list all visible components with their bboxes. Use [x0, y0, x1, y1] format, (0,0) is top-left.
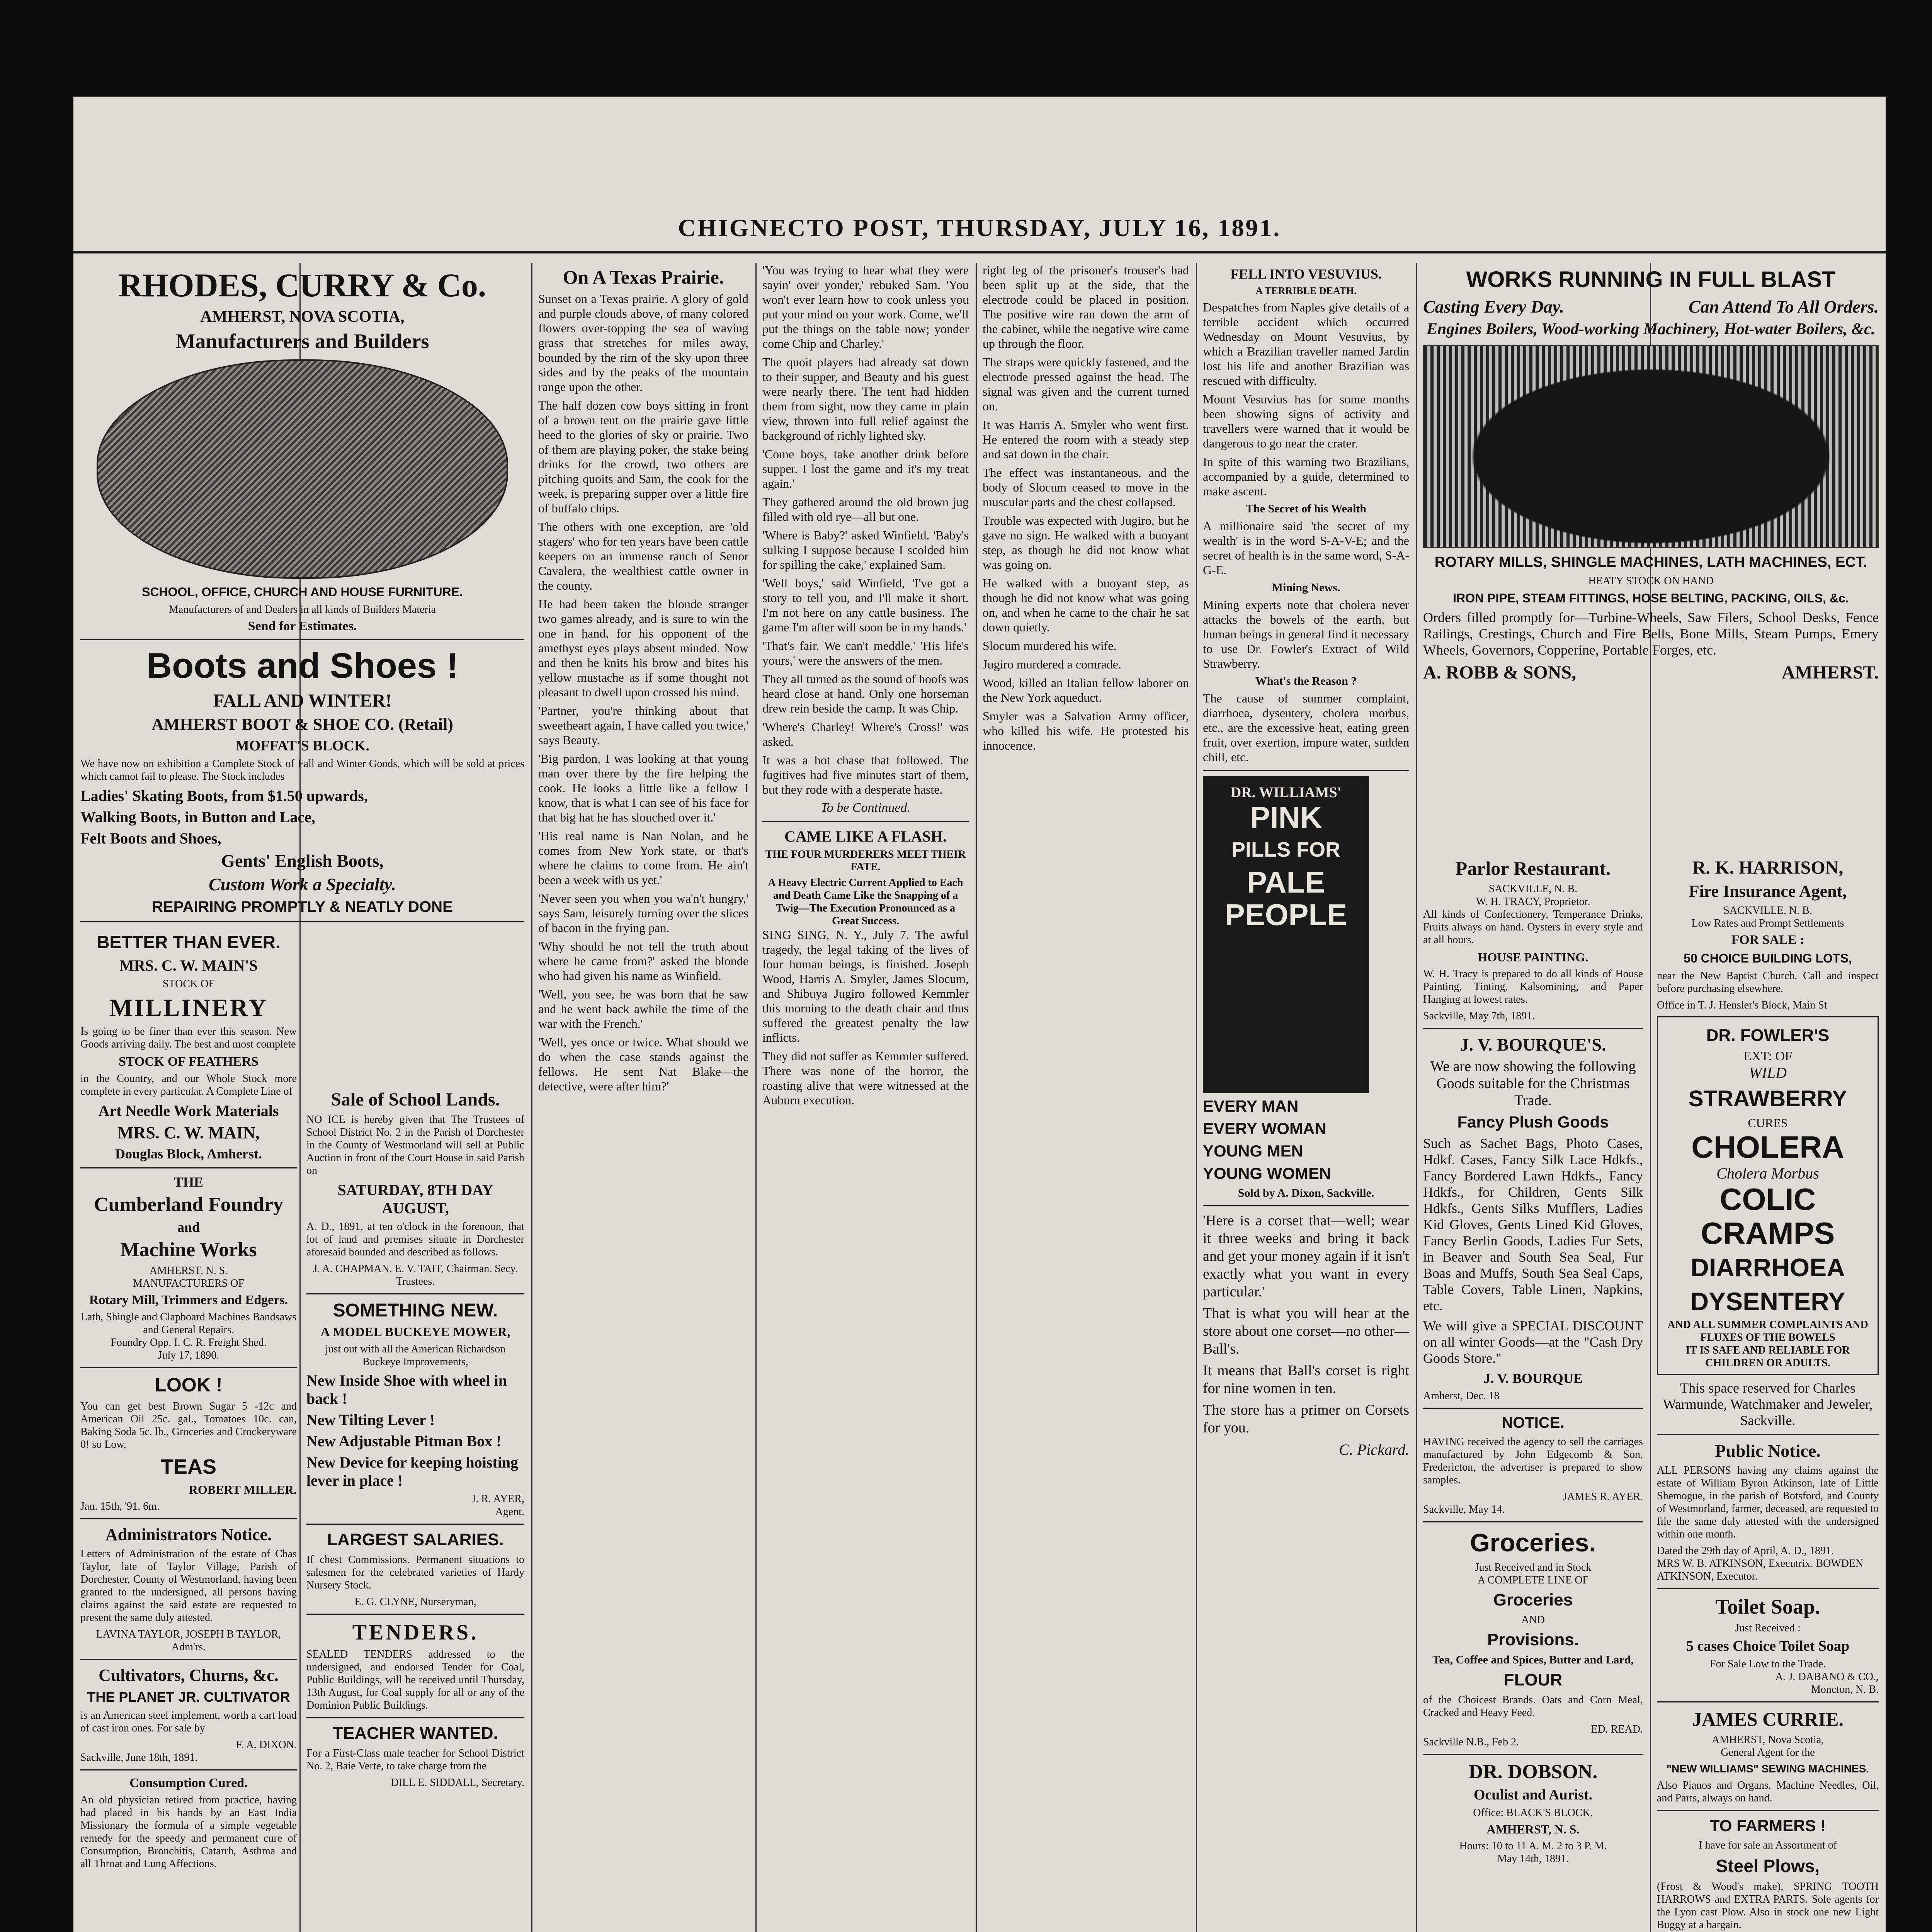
ad-line: New Adjustable Pitman Box ! — [306, 1432, 502, 1450]
masthead — [73, 205, 1886, 253]
ad-line: AMHERST, N. S. — [149, 1265, 228, 1277]
ad-title: R. K. HARRISON, — [1692, 857, 1844, 878]
ad-title: J. V. BOURQUE'S. — [1460, 1035, 1606, 1054]
ad-body: (Frost & Wood's make), SPRING TOOTH HARROWS and EXTRA PARTS. Sole agents for the Lyon cast Plow. Also in stock one new Light Buggy at a bargain. — [1657, 1881, 1879, 1931]
ad-line: STOCK OF — [162, 978, 215, 990]
ad-line: Groceries — [1493, 1590, 1573, 1609]
ad-title: WORKS RUNNING IN FULL BLAST — [1466, 267, 1836, 292]
ad-line: Sackville, May 7th, 1891. — [1423, 1010, 1535, 1022]
ad-line: Fancy Plush Goods — [1457, 1113, 1609, 1131]
ad-body: We are now showing the following Goods suitable for the Christmas Trade. — [1430, 1058, 1636, 1109]
ad-title: TO FARMERS ! — [1709, 1816, 1826, 1835]
divider — [1657, 1434, 1879, 1435]
boots-shoes-ad — [80, 646, 524, 916]
ad-line: DIARRHOEA — [1690, 1253, 1845, 1282]
ad-line: July 17, 1890. — [158, 1349, 219, 1361]
ad-line: Art Needle Work Materials — [98, 1102, 279, 1119]
ad-line: New Inside Shoe with wheel in back ! — [306, 1372, 507, 1407]
ad-body: An old physician retired from practice, having had placed in his hands by an East India Missionary the formula of a simple vegetable remedy for the speedy and permanent cure of Consumption, Bronchitis, Catarrh, Asthma and all Throat and Lung Affections. — [80, 1794, 297, 1870]
ad-line: Douglas Block, Amherst. — [115, 1146, 262, 1162]
article-paragraph: They gathered around the old brown jug filled with old rye—all but one. — [762, 495, 969, 524]
ad-title: Public Notice. — [1715, 1441, 1821, 1461]
article-paragraph: Wood, killed an Italian fellow laborer on the New York aqueduct. — [983, 676, 1189, 704]
ad-line: May 14th, 1891. — [1497, 1853, 1569, 1865]
article-paragraph: Mount Vesuvius has for some months been showing signs of activity and travellers were warned that it would be dangerous to go near the crater. — [1203, 392, 1409, 450]
ad-line: Foundry Opp. I. C. R. Freight Shed. — [111, 1337, 267, 1349]
ad-body: Is going to be finer than ever this season. New Goods arriving daily. The best and most complete — [80, 1026, 297, 1050]
ad-line: F. A. DIXON. — [236, 1739, 297, 1751]
article-paragraph: The others with one exception, are 'old stagers' who for ten years have been cattle keepers on an immense ranch of Senor Cavalera, the wealthiest cattle owner in the county. — [538, 520, 748, 592]
ad-line: YOUNG MEN — [1203, 1142, 1303, 1160]
ad-title: Cultivators, Churns, &c. — [99, 1666, 279, 1685]
ad-line: AMHERST, Nova Scotia, — [1711, 1734, 1824, 1746]
ad-title: SOMETHING NEW. — [333, 1300, 498, 1321]
corset-paragraph: The store has a primer on Corsets for you. — [1203, 1402, 1409, 1436]
ad-line: AMHERST, N. S. — [1486, 1822, 1580, 1836]
ad-body: ALL PERSONS having any claims against the estate of William Byron Atkinson, late of Little Shemogue, in the parish of Botsford, and County of Westmorland, farmer, deceased, are requested to file the same duly attested with the undersigned within one month. — [1657, 1464, 1879, 1540]
article-paragraph: Sunset on a Texas prairie. A glory of gold and purple clouds above, of many colored flowers over-topping the sea of waving grass that stretches for miles away, bounded by the rim of the sky upon three sides and by the peaks of the mountain range upon the other. — [538, 292, 748, 394]
article-paragraph: The cause of summer complaint, diarrhoea, dysentery, cholera morbus, etc., are the excessive heat, eating green fruit, over exertion, impure water, sudden chill, etc. — [1203, 691, 1409, 764]
ad-line: TEAS — [160, 1455, 217, 1478]
ad-title: Toilet Soap. — [1715, 1595, 1820, 1618]
ad-title: Cumberland Foundry — [94, 1194, 283, 1216]
ad-line: ROTARY MILLS, SHINGLE MACHINES, LATH MACHINES, ECT. — [1434, 554, 1867, 570]
divider — [80, 1659, 297, 1660]
ad-body: We will give a SPECIAL DISCOUNT on all winter Goods—at the "Cash Dry Goods Store." — [1423, 1318, 1643, 1366]
ad-body: of the Choicest Brands. Oats and Corn Meal, Cracked and Heavy Feed. — [1423, 1694, 1643, 1719]
ad-line: I have for sale an Assortment of — [1699, 1839, 1837, 1851]
ad-line: MILLINERY — [109, 994, 268, 1021]
ad-line: MRS. C. W. MAIN, — [117, 1123, 260, 1142]
ad-line: Dated the 29th day of April, A. D., 1891. — [1657, 1545, 1834, 1557]
col1-left-subcolumn — [80, 928, 297, 1874]
ad-body: Letters of Administration of the estate of Chas Taylor, late of Taylor Village, Parish of Dorchester, County of Westmorland, having been granted to the undersigned, all persons having claims against the said estate are requested to present the same duly attested. — [80, 1548, 297, 1624]
divider — [762, 821, 969, 822]
ad-line: DYSENTERY — [1690, 1287, 1845, 1316]
ad-line: Cholera Morbus — [1716, 1165, 1819, 1182]
ad-line: just out with all the American Richardson Buckeye Improvements, — [325, 1343, 506, 1368]
ad-line: EVERY WOMAN — [1203, 1119, 1327, 1138]
ad-title: LOOK ! — [155, 1374, 223, 1396]
ad-line: Send for Estimates. — [248, 619, 357, 633]
divider — [1423, 1408, 1643, 1409]
ad-line: Custom Work a Specialty. — [209, 874, 396, 894]
divider — [80, 1518, 297, 1519]
ad-body: SEALED TENDERS addressed to the undersigned, and endorsed Tender for Coal, Public Buildings, will be received until Thursday, 13th August, for Coal supply for all or any of the Dominion Public Buildings. — [306, 1648, 524, 1711]
ad-line: SACKVILLE, N. B. — [1488, 883, 1578, 895]
article-paragraph: 'Well, you see, he was born that he saw and he went back awhile the time of the war with the French.' — [538, 987, 748, 1031]
divider — [306, 1614, 524, 1615]
article-paragraph: The quoit players had already sat down to their supper, and Beauty and his guest were nearly there. The tent had hidden them from sight, now they came in plain view, thrown into full relief against the background of richly lighted sky. — [762, 355, 969, 442]
ad-line: Manufacturers of and Dealers in all kinds of Builders Materia — [168, 604, 436, 616]
ad-title: Groceries. — [1470, 1528, 1596, 1557]
ad-line: SCHOOL, OFFICE, CHURCH AND HOUSE FURNITURE. — [142, 585, 463, 599]
ad-body: W. H. Tracy is prepared to do all kinds of House Painting, Tinting, Kalsomining, and Paper Hanging at lowest rates. — [1423, 968, 1643, 1005]
article-paragraph: The effect was instantaneous, and the body of Slocum ceased to move in the muscular parts and the chest collapsed. — [983, 466, 1189, 509]
ad-title: Boots and Shoes ! — [146, 646, 459, 685]
article-paragraph: 'Why should he not tell the truth about where he came from?' asked the blonde who had given his name as Winfield. — [538, 939, 748, 983]
article-paragraph: He had been taken the blonde stranger two games already, and is sure to win the one in hand, for his opponent of the amethyst eyes plays absent minded. Now and then he knits his brow and bites his yellow mustache as if some thought not pleasant to dwell upon crossed his mind. — [538, 597, 748, 699]
article-paragraph: Jugiro murdered a comrade. — [983, 657, 1121, 671]
ad-line: STRAWBERRY — [1688, 1086, 1847, 1111]
article-paragraph: 'His real name is Nan Nolan, and he comes from New York state, or that's where he claims to come from. He ain't been a week with us yet.' — [538, 829, 748, 887]
ad-line: Office: BLACK'S BLOCK, — [1473, 1807, 1593, 1819]
ad-line: Steel Plows, — [1716, 1856, 1820, 1876]
article-subhead: THE FOUR MURDERERS MEET THEIR FATE. — [765, 849, 966, 873]
divider — [80, 921, 524, 922]
ad-title: RHODES, CURRY & Co. — [118, 267, 486, 304]
article-paragraph: Despatches from Naples give details of a terrible accident which occurred Wednesday on Mount Vesuvius, by which a Brazilian traveller named Jardin lost his life and another Brazilian was rescued with difficulty. — [1203, 300, 1409, 388]
article-paragraph: SING SING, N. Y., July 7. The awful tragedy, the legal taking of the lives of four human beings, is finished. Joseph Wood, Harris A. Smyler, James Slocum, and Shibuya Jugiro followed Kemmler this morning to the death chair and thus suffered the greatest penalty the law inflicts. — [762, 928, 969, 1044]
ad-line: CRAMPS — [1701, 1216, 1835, 1250]
article-paragraph: 'Well, yes once or twice. What should we do when the case stands against the fellows. He sent Nat Blake—the detective, were after him?' — [538, 1035, 748, 1093]
ad-line: COLIC — [1719, 1182, 1816, 1216]
article-paragraph: He walked with a buoyant step, as though he did not know what was going on, and when he came to the chair he sat down quietly. — [983, 576, 1189, 634]
ad-line: DR. WILLIAMS' — [1230, 784, 1342, 801]
corset-paragraph: It means that Ball's corset is right for nine women in ten. — [1203, 1362, 1409, 1396]
ad-line: FALL AND WINTER! — [213, 690, 392, 711]
article-paragraph: The half dozen cow boys sitting in front of a brown tent on the prairie gave little heed to the glories of sky or prairie. Two of them are playing poker, the stake being drinks for the crowd, two others are pitching quoits and Sam, the cook for the week, is preparing supper over a little fire of buffalo chips. — [538, 398, 748, 515]
ad-line: Amherst, Dec. 18 — [1423, 1390, 1500, 1402]
divider — [306, 1293, 524, 1294]
ad-line: LAVINA TAYLOR, JOSEPH B TAYLOR, Adm'rs. — [96, 1628, 281, 1653]
ad-line: Rotary Mill, Trimmers and Edgers. — [89, 1293, 288, 1307]
ad-line: Ladies' Skating Boots, from $1.50 upwards, — [80, 787, 368, 804]
article-paragraph: right leg of the prisoner's trouser's had been split up at the side, that the electrode could be placed in position. The positive wire ran down the arm of the cabinet, while the negative wire came up through the floor. — [983, 263, 1189, 350]
article-paragraph: It was a hot chase that followed. The fugitives had five minutes start of them, but they rode with a desperate haste. — [762, 753, 969, 796]
divider — [1203, 1205, 1409, 1206]
ad-title: Sale of School Lands. — [331, 1089, 500, 1110]
divider — [306, 1524, 524, 1525]
ad-body: is an American steel implement, worth a cart load of cast iron ones. For sale by — [80, 1709, 297, 1734]
reserved-space: This space reserved for Charles Warmunde, Watchmaker and Jeweler, Sackville. — [1663, 1380, 1873, 1428]
ad-row — [1423, 296, 1879, 317]
ad-body: Such as Sachet Bags, Photo Cases, Hdkf. Cases, Fancy Silk Lace Hdkfs., Fancy Bordered Lawn Hdkfs., Fancy Hdkfs., for Children, Gents Silk Hdkfs., Gents Silks Mufflers, Ladies Kid Gloves, Gents Lined Kid Gloves, Fancy Berlin Goods, Ladies Fur Sets, in Beaver and South Sea Seal, Fur Boas and Muffs, South Sea Seal Caps, Table Covers, Table Linen, Napkins, etc. — [1423, 1136, 1643, 1313]
article-paragraph: 'Big pardon, I was looking at that young man over there by the fire helping the cook. He looks a little like a fellow I know, that is what I can see of his face for that big hat he has slouched over it.' — [538, 752, 748, 824]
article-paragraph: Smyler was a Salvation Army officer, who killed his wife. He protested his innocence. — [983, 709, 1189, 752]
factory-engraving-image — [97, 359, 508, 579]
divider — [80, 1769, 297, 1770]
article-paragraph: Slocum murdered his wife. — [983, 639, 1117, 653]
ad-line: Engines Boilers, Wood-working Machinery, Hot-water Boilers, &c. — [1426, 320, 1876, 338]
ad-line: E. G. CLYNE, Nurseryman, — [354, 1596, 476, 1608]
ad-line: General Agent for the — [1721, 1747, 1815, 1759]
ad-line: W. H. TRACY, Proprietor. — [1476, 896, 1590, 908]
ad-line: HOUSE PAINTING. — [1478, 950, 1588, 964]
ad-line: DR. FOWLER'S — [1706, 1026, 1830, 1045]
divider — [1657, 1810, 1879, 1811]
column-3 — [531, 263, 755, 1932]
divider — [306, 1717, 524, 1718]
article-headline: On A Texas Prairie. — [563, 266, 724, 288]
divider — [1423, 1754, 1643, 1755]
article-paragraph: They did not suffer as Kemmler suffered. There was none of the horror, the roasting alive that were witnessed at the Auburn execution. — [762, 1049, 969, 1107]
ad-line: DILL E. SIDDALL, Secretary. — [391, 1777, 524, 1789]
divider — [80, 639, 524, 640]
ad-line: "NEW WILLIAMS" SEWING MACHINES. — [1666, 1763, 1869, 1775]
ad-body: HAVING received the agency to sell the carriages manufactured by John Edgecomb & Son, Fredericton, the advertiser is prepared to show samples. — [1423, 1436, 1643, 1486]
ad-line: MANUFACTURERS OF — [133, 1277, 245, 1289]
ad-body: Also Pianos and Organs. Machine Needles, Oil, and Parts, always on hand. — [1657, 1779, 1879, 1804]
ad-line: MRS. C. W. MAIN'S — [119, 957, 258, 974]
ad-line: Jan. 15th, '91. 6m. — [80, 1500, 160, 1512]
ad-subtitle: Manufacturers and Builders — [175, 330, 429, 353]
ad-line: PILLS FOR — [1231, 838, 1340, 861]
newspaper-page — [73, 97, 1886, 1932]
ad-title: Consumption Cured. — [129, 1776, 248, 1790]
ad-line: IT IS SAFE AND RELIABLE FOR CHILDREN OR ADULTS. — [1685, 1344, 1850, 1369]
corset-paragraph: 'Here is a corset that—well; wear it three weeks and bring it back and get your money again if it isn't exactly what you want in every particular.' — [1203, 1213, 1409, 1300]
article-headline: Mining News. — [1272, 581, 1340, 594]
ad-line: Sold by A. Dixon, Sackville. — [1238, 1187, 1374, 1199]
ad-line: STOCK OF FEATHERS — [118, 1054, 259, 1069]
ad-line: Just Received and in Stock — [1475, 1561, 1592, 1573]
column-2 — [299, 1086, 531, 1932]
column-4 — [755, 263, 976, 1932]
ad-line: MOFFAT'S BLOCK. — [235, 738, 369, 754]
divider — [80, 1367, 297, 1368]
ad-line: AND — [1521, 1614, 1545, 1626]
ad-line: HEATY STOCK ON HAND — [1588, 575, 1714, 587]
article-paragraph: 'Where's Charley! Where's Cross!' was asked. — [762, 720, 969, 748]
locomotive-boiler-image — [1423, 345, 1879, 548]
ad-line: Gents' English Boots, — [221, 851, 384, 871]
article-paragraph: It was Harris A. Smyler who went first. He entered the room with a steady step and sat down in the chair. — [983, 418, 1189, 461]
ad-line: Oculist and Aurist. — [1473, 1787, 1593, 1803]
ad-line: A MODEL BUCKEYE MOWER, — [320, 1325, 510, 1339]
article-dek: A Heavy Electric Current Applied to Each and Death Came Like the Snapping of a Twig—The Execution Pronounced as a Great Success. — [768, 877, 963, 927]
ad-line: Tea, Coffee and Spices, Butter and Lard, — [1432, 1653, 1634, 1666]
ad-title: Administrators Notice. — [105, 1525, 272, 1544]
ad-body: If chest Commissions. Permanent situations to salesmen for the celebrated varieties of Hardy Nursery Stock. — [306, 1554, 524, 1591]
ad-body: A. D., 1891, at ten o'clock in the forenoon, that lot of land and premises situate in Dorchester aforesaid bounded and described as follows. — [306, 1221, 524, 1258]
ad-line: Walking Boots, in Button and Lace, — [80, 808, 315, 826]
ad-line: A. J. DABANO & CO., — [1775, 1671, 1879, 1683]
article-paragraph: They all turned as the sound of hoofs was heard close at hand. Only one horseman drew rein beside the camp. It was Chip. — [762, 672, 969, 715]
ad-title: TEACHER WANTED. — [333, 1724, 498, 1743]
column-8 — [1650, 854, 1886, 1932]
ad-title: TENDERS. — [352, 1621, 479, 1645]
robb-works-ad — [1416, 263, 1886, 850]
ad-line: PALE — [1247, 865, 1325, 899]
ad-line: AMHERST. — [1781, 662, 1879, 683]
ad-title: JAMES CURRIE. — [1692, 1708, 1844, 1730]
ad-line: MRS W. B. ATKINSON, Executrix. BOWDEN ATKINSON, Executor. — [1657, 1558, 1864, 1582]
article-headline: CAME LIKE A FLASH. — [784, 828, 947, 845]
ad-title: DR. DOBSON. — [1468, 1761, 1598, 1783]
ad-line: AND ALL SUMMER COMPLAINTS AND FLUXES OF THE BOWELS — [1667, 1319, 1868, 1344]
ad-line: New Device for keeping hoisting lever in place ! — [306, 1454, 519, 1489]
ad-body: All kinds of Confectionery, Temperance Drinks, Fruits always on hand. Oysters in every style and at all hours. — [1423, 908, 1643, 946]
ad-line: Agent. — [495, 1506, 524, 1518]
article-headline: FELL INTO VESUVIUS. — [1230, 266, 1382, 282]
ad-line: and — [177, 1219, 200, 1235]
ad-line: Moncton, N. B. — [1811, 1684, 1879, 1696]
article-paragraph: 'Well boys,' said Winfield, 'I've got a story to tell you, and I'll make it short. I'm not here on any cattle business. The game I'm after will soon be in my hands.' — [762, 576, 969, 634]
ad-place: AMHERST, NOVA SCOTIA, — [200, 308, 405, 326]
ad-line: REPAIRING PROMPTLY & NEATLY DONE — [152, 898, 453, 915]
ad-line: Office in T. J. Hensler's Block, Main St — [1657, 999, 1827, 1011]
ad-body: You can get best Brown Sugar 5 -12c and American Oil 25c. gal., Tomatoes 10c. can, Baking Soda 5c. lb., Groceries and Crockeryware 0! so Low. — [80, 1400, 297, 1451]
ad-body: We have now on exhibition a Complete Stock of Fall and Winter Goods, which will be sold at prices which cannot fail to please. The Stock includes — [80, 758, 524, 782]
ad-line: CURES — [1748, 1116, 1788, 1130]
divider — [1657, 1701, 1879, 1702]
ad-body: near the New Baptist Church. Call and inspect before purchasing elsewhere. — [1657, 970, 1879, 995]
ad-line: ROBERT MILLER. — [189, 1483, 297, 1497]
article-paragraph: 'Where is Baby?' asked Winfield. 'Baby's sulking I suppose because I scolded him for spilling the cake,' explained Sam. — [762, 528, 969, 571]
article-paragraph: 'That's fair. We can't meddle.' 'His life's yours,' were the answers of the men. — [762, 639, 969, 667]
ad-line: Just Received : — [1735, 1622, 1801, 1634]
ad-line: New Tilting Lever ! — [306, 1411, 435, 1429]
corset-signature: C. Pickard. — [1339, 1441, 1409, 1458]
ad-body: NO ICE is hereby given that The Trustees of School District No. 2 in the Parish of Dorchester in the County of Westmorland will sell at Public Auction in front of the Court House in said Parish on — [306, 1114, 524, 1177]
ad-line: EVERY MAN — [1203, 1097, 1299, 1115]
ad-line: WILD — [1749, 1064, 1787, 1082]
masthead-title: CHIGNECTO POST, THURSDAY, JULY 16, 1891. — [678, 214, 1281, 242]
ad-title: Parlor Restaurant. — [1455, 857, 1611, 879]
ad-line: JAMES R. AYER. — [1563, 1491, 1643, 1503]
article-paragraph: Trouble was expected with Jugiro, but he gave no sign. He walked with a buoyant step, as though he did not know what was going on. — [983, 514, 1189, 571]
article-paragraph: 'Never seen you when you wa'n't hungry,' says Sam, leisurely turning over the slices of bacon in the frying pan. — [538, 891, 748, 935]
divider — [1423, 1028, 1643, 1029]
ad-line: Provisions. — [1487, 1630, 1579, 1649]
ad-line: For Sale Low to the Trade. — [1709, 1658, 1826, 1670]
ad-line: J. A. CHAPMAN, E. V. TAIT, Chairman. Secy. Trustees. — [313, 1263, 518, 1287]
article-paragraph: Mining experts note that cholera never attacks the bowels of the earth, but human beings in general find it necessary to use Dr. Fowler's Extract of Wild Strawberry. — [1203, 598, 1409, 670]
ad-line: EXT: OF — [1743, 1049, 1792, 1063]
article-paragraph: A millionaire said 'the secret of my wealth' is in the word S-A-V-E; and the secret of health is in the same word, S-A-G-E. — [1203, 519, 1409, 577]
ad-line: FLOUR — [1503, 1670, 1563, 1689]
ad-body: For a First-Class male teacher for School District No. 2, Baie Verte, to take charge from the — [306, 1747, 524, 1772]
column-5 — [976, 263, 1196, 1932]
ad-line: Felt Boots and Shoes, — [80, 830, 221, 847]
ad-line: 5 cases Choice Toilet Soap — [1686, 1638, 1850, 1654]
ad-line: IRON PIPE, STEAM FITTINGS, HOSE BELTING, PACKING, OILS, &c. — [1453, 591, 1849, 605]
ad-line: Hours: 10 to 11 A. M. 2 to 3 P. M. — [1459, 1840, 1607, 1852]
ad-line: Can Attend To All Orders. — [1688, 297, 1879, 316]
ad-line: CHOLERA — [1691, 1130, 1844, 1164]
ad-line: AMHERST BOOT & SHOE CO. (Retail) — [151, 715, 453, 734]
ad-body: Orders filled promptly for—Turbine-Wheels, Saw Filers, School Desks, Fence Railings, Crestings, Church and Fire Bells, Bone Mills, Steam Pumps, Emery Wheels, Governors, Copperine, Portable Forges, etc. — [1423, 610, 1879, 658]
ad-line: SATURDAY, 8TH DAY AUGUST, — [337, 1181, 493, 1217]
corset-paragraph: That is what you will hear at the store about one corset—no other—Ball's. — [1203, 1305, 1409, 1357]
ad-row — [1423, 662, 1879, 683]
ad-line: Casting Every Day. — [1423, 297, 1564, 316]
ad-title: Machine Works — [120, 1239, 257, 1261]
ad-line: A COMPLETE LINE OF — [1478, 1574, 1588, 1586]
ad-line: PINK — [1250, 800, 1322, 834]
to-be-continued: To be Continued. — [820, 801, 911, 815]
ad-line: 50 CHOICE BUILDING LOTS, — [1684, 951, 1852, 965]
article-paragraph: In spite of this warning two Brazilians, accompanied by a guide, determined to make ascent. — [1203, 455, 1409, 498]
article-subhead: A TERRIBLE DEATH. — [1255, 285, 1357, 296]
article-paragraph: 'You was trying to hear what they were sayin' over yonder,' rebuked Sam. 'You won't ever learn how to cook unless you put your mind on your work. Come, we'll put the things on the table now; yonder come Chip and Charley.' — [762, 263, 969, 350]
ad-body: in the Country, and our Whole Stock more complete in every particular. A Complete Line of — [80, 1073, 297, 1097]
ad-line: A. ROBB & SONS, — [1423, 662, 1577, 683]
article-paragraph: The straps were quickly fastened, and the electrode pressed against the head. The signal was given and the current turned on. — [983, 355, 1189, 413]
divider — [1657, 1588, 1879, 1589]
ad-title: BETTER THAN EVER. — [97, 932, 281, 952]
divider — [1423, 1521, 1643, 1522]
ad-line: THE PLANET JR. CULTIVATOR — [87, 1689, 290, 1705]
column-7 — [1416, 854, 1650, 1932]
ad-line: J. V. BOURQUE — [1483, 1371, 1583, 1386]
ad-line: Sackville, June 18th, 1891. — [80, 1752, 198, 1764]
article-headline: The Secret of his Wealth — [1245, 502, 1367, 515]
fowler-strawberry-ad — [1657, 1016, 1879, 1375]
ad-line: Low Rates and Prompt Settlements — [1691, 917, 1844, 929]
article-paragraph: 'Come boys, take another drink before supper. I lost the game and it's my treat again.' — [762, 447, 969, 490]
ad-line: J. R. AYER, — [471, 1493, 524, 1505]
ad-line: Lath, Shingle and Clapboard Machines Bandsaws and General Repairs. — [80, 1311, 297, 1336]
ad-line: FOR SALE : — [1731, 933, 1804, 947]
rhodes-curry-ad — [80, 266, 524, 634]
ad-title: LARGEST SALARIES. — [327, 1530, 504, 1549]
ad-line: YOUNG WOMEN — [1203, 1164, 1331, 1182]
ad-line: Fire Insurance Agent, — [1689, 882, 1847, 901]
pink-pills-ad — [1203, 776, 1369, 1093]
column-6 — [1196, 263, 1416, 1932]
divider — [80, 1167, 297, 1168]
ad-title: NOTICE. — [1502, 1414, 1565, 1431]
article-headline: What's the Reason ? — [1255, 675, 1357, 687]
ad-line: ED. READ. — [1591, 1723, 1643, 1735]
ad-line: Sackville, May 14. — [1423, 1503, 1505, 1515]
ad-line: SACKVILLE, N. B. — [1723, 905, 1812, 917]
ad-line: PEOPLE — [1225, 898, 1347, 932]
ad-line: Sackville N.B., Feb 2. — [1423, 1736, 1519, 1748]
article-paragraph: 'Partner, you're thinking about that sweetheart again, I have called you twice,' says Beauty. — [538, 704, 748, 747]
ad-line: THE — [173, 1174, 204, 1190]
divider — [1203, 770, 1409, 771]
